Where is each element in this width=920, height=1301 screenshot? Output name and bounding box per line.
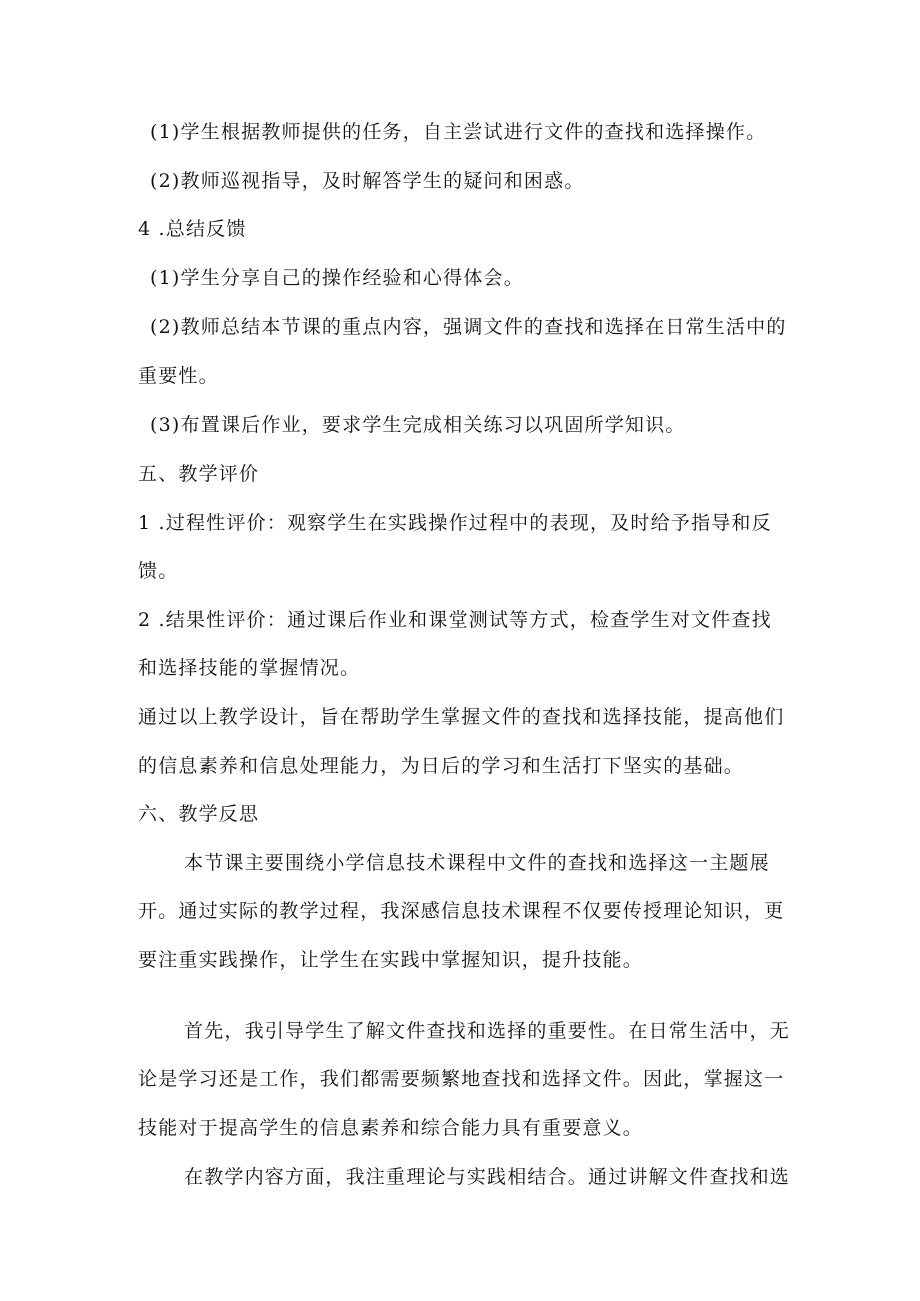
text-line: (1)学生根据教师提供的任务，自主尝试进行文件的查找和选择操作。 (150, 121, 767, 143)
section-heading: 五、教学评价 (138, 463, 260, 485)
text-line: 2 .结果性评价：通过课后作业和课堂测试等方式，检查学生对文件查找 (138, 609, 772, 631)
paragraph-line: 要注重实践操作，让学生在实践中掌握知识，提升技能。 (138, 949, 644, 971)
text-line: 和选择技能的掌握情况。 (138, 657, 361, 679)
paragraph-line: 论是学习还是工作，我们都需要频繁地查找和选择文件。因此，掌握这一 (138, 1068, 785, 1090)
text-line: 1 .过程性评价：观察学生在实践操作过程中的表现，及时给予指导和反 (138, 512, 772, 534)
paragraph-line: 首先，我引导学生了解文件查找和选择的重要性。在日常生活中，无 (184, 1020, 791, 1042)
paragraph-line: 在教学内容方面，我注重理论与实践相结合。通过讲解文件查找和选 (184, 1166, 791, 1188)
text-line: 的信息素养和信息处理能力，为日后的学习和生活打下坚实的基础。 (138, 755, 745, 777)
paragraph-line: 开。通过实际的教学过程，我深感信息技术课程不仅要传授理论知识，更 (138, 900, 785, 922)
text-line: 重要性。 (138, 365, 219, 387)
paragraph-line: 本节课主要围绕小学信息技术课程中文件的查找和选择这一主题展 (184, 852, 770, 874)
paragraph-line: 技能对于提高学生的信息素养和综合能力具有重要意义。 (138, 1117, 644, 1139)
text-line: (2)教师巡视指导，及时解答学生的疑问和困惑。 (150, 170, 585, 192)
section-heading: 六、教学反思 (138, 803, 260, 825)
text-line: (1)学生分享自己的操作经验和心得体会。 (150, 267, 524, 289)
text-line: (3)布置课后作业，要求学生完成相关练习以巩固所学知识。 (150, 414, 686, 436)
section-heading: 4 .总结反馈 (138, 218, 247, 240)
text-line: 通过以上教学设计，旨在帮助学生掌握文件的查找和选择技能，提高他们 (138, 706, 785, 728)
text-line: (2)教师总结本节课的重点内容，强调文件的查找和选择在日常生活中的 (150, 316, 787, 338)
text-line: 馈。 (138, 560, 179, 582)
